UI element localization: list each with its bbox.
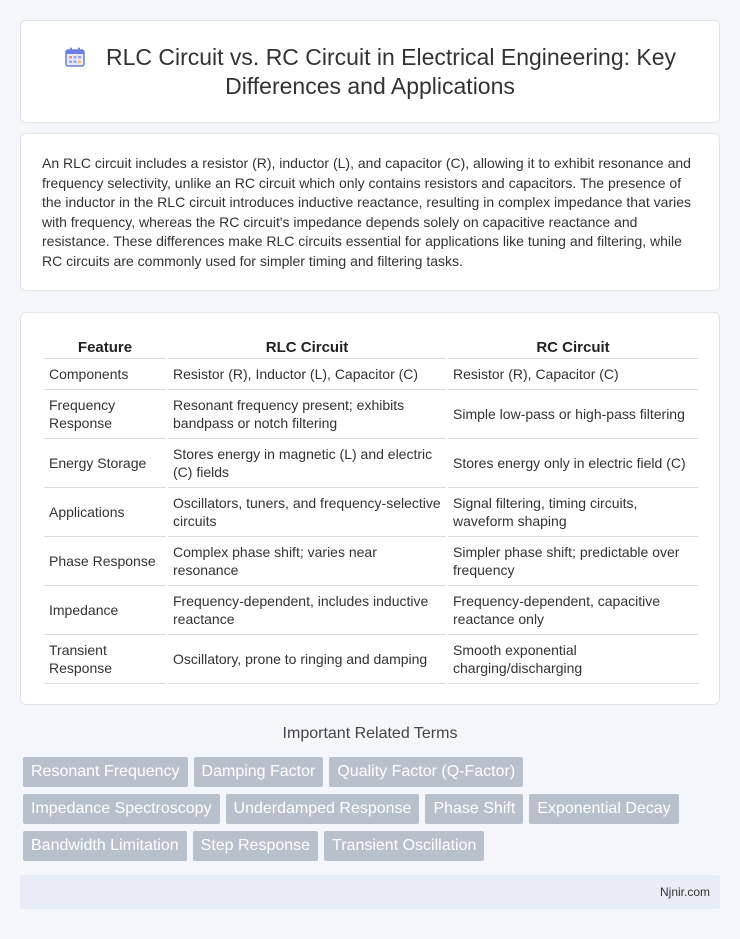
- related-term-tag[interactable]: Exponential Decay: [529, 794, 678, 824]
- footer: [20, 875, 720, 909]
- table-cell: Impedance: [44, 586, 166, 635]
- table-cell: Simpler phase shift; predictable over frequency: [448, 537, 698, 586]
- related-term-tag[interactable]: Quality Factor (Q-Factor): [329, 757, 523, 787]
- related-term-tag[interactable]: Bandwidth Limitation: [23, 831, 187, 861]
- related-term-tag[interactable]: Step Response: [193, 831, 318, 861]
- tag-row: [23, 831, 723, 861]
- table-cell: Phase Response: [44, 537, 166, 586]
- tag-row: [23, 794, 723, 824]
- table-cell: Smooth exponential charging/discharging: [448, 635, 698, 684]
- table-cell: Frequency-dependent, includes inductive reactance: [168, 586, 446, 635]
- table-row: [44, 635, 698, 684]
- related-term-tag[interactable]: Transient Oscillation: [324, 831, 484, 861]
- table-cell: Signal filtering, timing circuits, waveform shaping: [448, 488, 698, 537]
- table-cell: Stores energy only in electric field (C): [448, 439, 698, 488]
- page-title-text: RLC Circuit vs. RC Circuit in Electrical Engineering: Key Differences and Applications: [105, 43, 677, 99]
- table-row: [44, 439, 698, 488]
- header-rlc: RLC Circuit: [168, 333, 446, 359]
- table-cell: Frequency Response: [44, 390, 166, 439]
- related-term-tag[interactable]: Phase Shift: [425, 794, 523, 824]
- table-cell: Components: [44, 359, 166, 390]
- table-cell: Applications: [44, 488, 166, 537]
- calendar-icon: [64, 46, 86, 68]
- footer-site[interactable]: Njnir.com: [659, 885, 710, 899]
- table-row: [44, 359, 698, 390]
- page-title: [51, 43, 689, 101]
- related-terms-list: [23, 757, 723, 868]
- related-term-tag[interactable]: Damping Factor: [194, 757, 324, 787]
- table-cell: Simple low-pass or high-pass filtering: [448, 390, 698, 439]
- table-header-row: [44, 333, 698, 359]
- table-cell: Transient Response: [44, 635, 166, 684]
- header-rc: RC Circuit: [448, 333, 698, 359]
- table-cell: Resistor (R), Capacitor (C): [448, 359, 698, 390]
- table-cell: Frequency-dependent, capacitive reactance only: [448, 586, 698, 635]
- table-cell: Stores energy in magnetic (L) and electric (C) fields: [168, 439, 446, 488]
- related-term-tag[interactable]: Resonant Frequency: [23, 757, 188, 787]
- related-term-tag[interactable]: Underdamped Response: [226, 794, 420, 824]
- header-feature: Feature: [44, 333, 166, 359]
- table-row: [44, 537, 698, 586]
- related-terms-title: Important Related Terms: [282, 725, 458, 742]
- tag-row: [23, 757, 723, 787]
- table-cell: Complex phase shift; varies near resonance: [168, 537, 446, 586]
- table-cell: Oscillators, tuners, and frequency-selective circuits: [168, 488, 446, 537]
- table-cell: Oscillatory, prone to ringing and damping: [168, 635, 446, 684]
- title-card: [20, 20, 720, 123]
- intro-card: [20, 133, 720, 291]
- comparison-table-card: [20, 312, 720, 705]
- table-row: [44, 390, 698, 439]
- table-row: [44, 488, 698, 537]
- table-cell: Resistor (R), Inductor (L), Capacitor (C): [168, 359, 446, 390]
- table-cell: Resonant frequency present; exhibits bandpass or notch filtering: [168, 390, 446, 439]
- intro-text: An RLC circuit includes a resistor (R), inductor (L), and capacitor (C), allowing it to exhibit resonance and frequency selectivity, unlike an RC circuit which only contains resistors and capacitors. The presence of the inductor in the RLC circuit introduces inductive reactance, resulting in complex impedance that varies with frequency, whereas the RC circuit's impedance depends solely on capacitive reactance and resistance. These differences make RLC circuits essential for applications like tuning and filtering, while RC circuits are commonly used for simpler timing and filtering tasks.: [42, 155, 691, 269]
- comparison-table: [42, 333, 700, 684]
- table-cell: Energy Storage: [44, 439, 166, 488]
- table-row: [44, 586, 698, 635]
- related-term-tag[interactable]: Impedance Spectroscopy: [23, 794, 220, 824]
